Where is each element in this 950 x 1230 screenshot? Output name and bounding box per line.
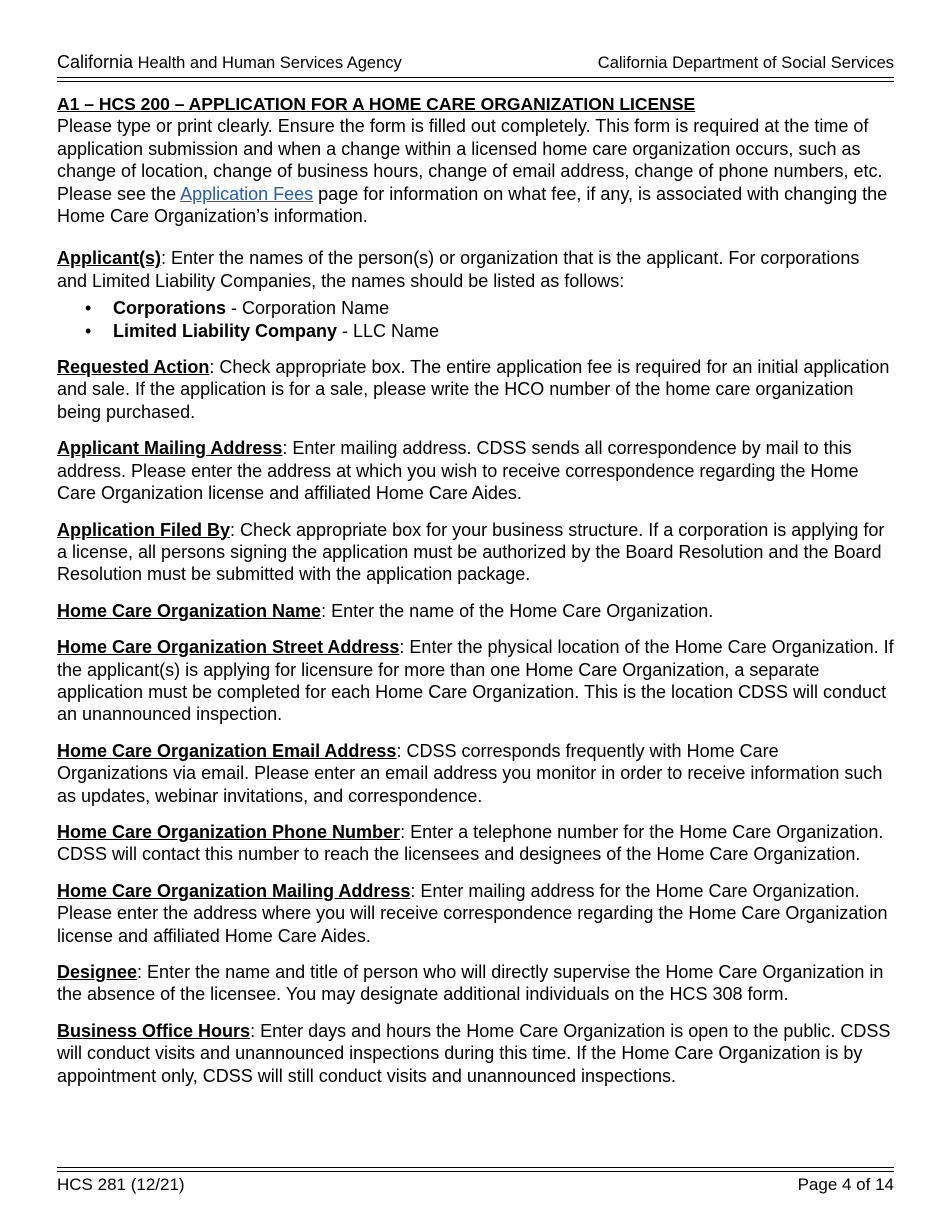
page-header: [57, 52, 894, 76]
agency-name: California Health and Human Services Agency: [57, 52, 402, 72]
page-number: Page 4 of 14: [797, 1175, 894, 1194]
form-id: HCS 281 (12/21): [57, 1175, 185, 1194]
section-hco-phone-number: Home Care Organization Phone Number: Enter a telephone number for the Home Care Organization. CDSS will contact this number to reach the licensees and designees of the Home Care Organization.: [57, 821, 884, 865]
section-hco-mailing-address: Home Care Organization Mailing Address: Enter mailing address for the Home Care Organization. Please enter the address where you will receive correspondence regarding the Home Care Organization license and affiliated Home Care Aides.: [57, 880, 888, 946]
footer-divider: [57, 1167, 894, 1172]
section-applicant-mailing-address: Applicant Mailing Address: Enter mailing address. CDSS sends all correspondence by mail to this address. Please enter the address at which you wish to receive correspondence regarding the Home Care Organization license and affiliated Home Care Aides.: [57, 438, 859, 504]
page-footer: [57, 1175, 894, 1195]
bullet-icon: •: [85, 298, 92, 319]
bullet-icon: •: [85, 320, 92, 341]
intro-paragraph: Please type or print clearly. Ensure the form is filled out completely. This form is required at the time of application submission and when a change within a licensed home care organization occurs, such as change of location, change of business hours, change of email address, change of phone numbers, etc. Please see the Application Fees page for information on what fee, if any, is associated with changing the Home Care Organization’s information.: [57, 116, 888, 227]
section-designee: Designee: Enter the name and title of person who will directly supervise the Home Care Organization in the absence of the licensee. You may designate additional individuals on the HCS 308 form.: [57, 962, 884, 1005]
section-label: Applicant(s): [57, 248, 162, 269]
section-hco-name: Home Care Organization Name: Enter the name of the Home Care Organization.: [57, 600, 714, 621]
list-item: • Corporations - Corporation Name: [85, 298, 390, 319]
department-name: California Department of Social Services: [597, 54, 894, 72]
page-title: A1 – HCS 200 – APPLICATION FOR A HOME CARE ORGANIZATION LICENSE: [57, 94, 696, 114]
document-body: [57, 93, 894, 1087]
section-business-office-hours: Business Office Hours: Enter days and hours the Home Care Organization is open to the public. CDSS will conduct visits and unannounced inspections during this time. If the Home Care Organization is by appointment only, CDSS will still conduct visits and unannounced inspections.: [57, 1020, 891, 1086]
section-requested-action: Requested Action: Check appropriate box. The entire application fee is required for an initial application and sale. If the application is for a sale, please write the HCO number of the home care organization being purchased.: [57, 357, 890, 422]
section-applicants: Applicant(s): Enter the names of the person(s) or organization that is the applicant. For corporations and Limited Liability Companies, the names should be listed as follows:: [57, 248, 860, 291]
list-item: • Limited Liability Company - LLC Name: [85, 320, 440, 341]
header-divider: [57, 77, 894, 82]
applicant-name-list: [57, 297, 894, 342]
section-hco-email-address: Home Care Organization Email Address: CDSS corresponds frequently with Home Care Organizations via email. Please enter an email address you monitor in order to receive information such as updates, webinar invitations, and correspondence.: [57, 740, 883, 806]
section-hco-street-address: Home Care Organization Street Address: Enter the physical location of the Home Care Organization. If the applicant(s) is applying for licensure for more than one Home Care Organization, a separate application must be completed for each Home Care Organization. This is the location CDSS will conduct an unannounced inspection.: [57, 637, 894, 725]
section-application-filed-by: Application Filed By: Check appropriate box for your business structure. If a corporation is applying for a license, all persons signing the application must be authorized by the Board Resolution and the Board Resolution must be submitted with the application package.: [57, 519, 885, 585]
application-fees-link[interactable]: Application Fees: [180, 183, 314, 204]
